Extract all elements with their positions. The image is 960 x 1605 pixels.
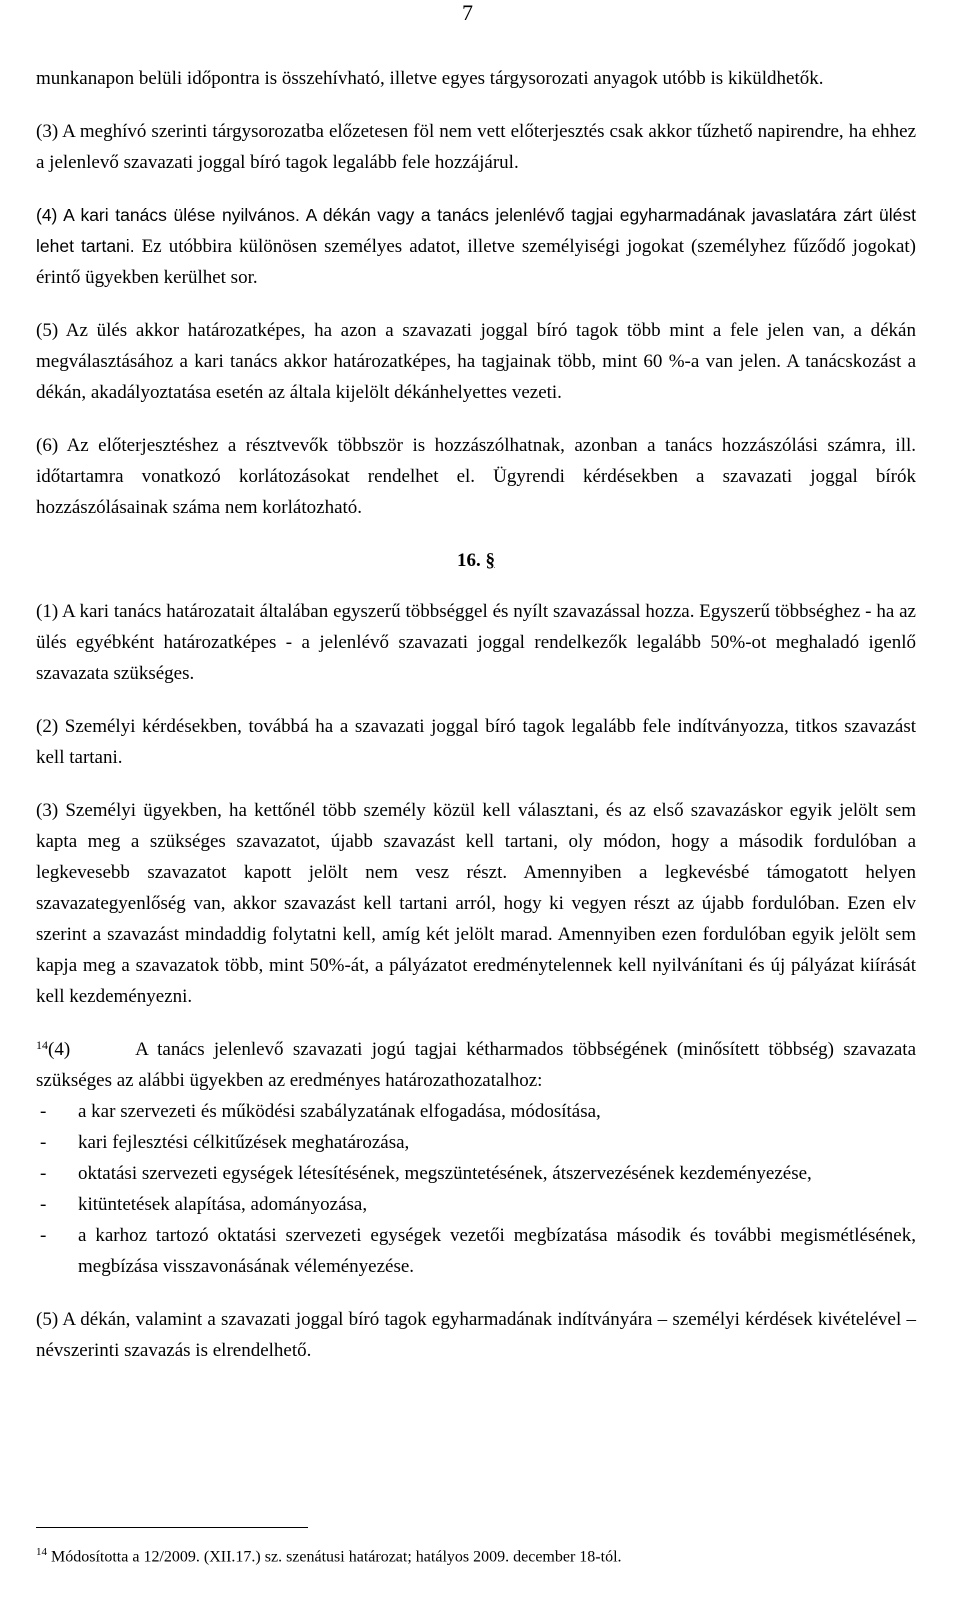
footnote-text: Módosította a 12/2009. (XII.17.) sz. szenátusi határozat; hatályos 2009. december 18-tól.: [47, 1548, 622, 1566]
list-item-text: kari fejlesztési célkitűzések meghatározása,: [78, 1132, 410, 1153]
qualified-majority-list: [36, 1096, 916, 1282]
list-item: [36, 1127, 916, 1158]
paragraph-4-text: A tanács jelenlevő szavazati jogú tagjai kétharmados többségének (minősített többség) szavazata szükséges az alábbi ügyekben az eredményes határozathozatalhoz:: [36, 1039, 917, 1091]
section-number: 16.: [457, 550, 481, 571]
section-paragraph-4: [36, 1034, 916, 1096]
page-number: 7: [462, 0, 473, 25]
list-dash: -: [40, 1194, 47, 1215]
document-body: [36, 63, 916, 1388]
paragraph-4: [36, 200, 916, 293]
section-mark: §: [485, 550, 495, 571]
paragraph-5: (5) Az ülés akkor határozatképes, ha azon a szavazati joggal bíró tagok több mint a fele jelen van, a dékán megválasztásához a kari tanács akkor határozatképes, ha tagjainak több, mint 60 %-a van jelen. A tanácskozást a dékán, akadályoztatása esetén az általa kijelölt dékánhelyettes vezeti.: [36, 320, 916, 403]
footnote-divider: [36, 1527, 308, 1528]
list-dash: -: [40, 1132, 47, 1153]
paragraph-4-sentence-3: Ez utóbbira különösen személyes adatot, illetve személyiségi jogokat (személyhez fűződő jogokat) érintő ügyekben kerülhet sor.: [36, 236, 916, 288]
section-heading: [36, 545, 916, 576]
list-dash: -: [40, 1101, 47, 1122]
section-paragraph-1: (1) A kari tanács határozatait általában egyszerű többséggel és nyílt szavazással hozza. Egyszerű többséghez - ha az ülés egyébként határozatképes - a jelenlévő szavazati joggal rendelkezők legalább 50%-ot meghaladó igenlő szavazata szükséges.: [36, 601, 916, 684]
list-item-text: a kar szervezeti és működési szabályzatának elfogadása, módosítása,: [78, 1101, 601, 1122]
list-item-text: oktatási szervezeti egységek létesítésének, megszüntetésének, átszervezésének kezdeményezése,: [78, 1163, 812, 1184]
list-item: [36, 1220, 916, 1282]
footnote-reference: 14: [36, 1038, 48, 1052]
section-paragraph-5: (5) A dékán, valamint a szavazati joggal bíró tagok egyharmadának indítványára – személyi kérdések kivételével – névszerinti szavazás is elrendelhető.: [36, 1309, 916, 1361]
paragraph-6: (6) Az előterjesztéshez a résztvevők többször is hozzászólhatnak, azonban a tanács hozzászólási számra, ill. időtartamra vonatkozó korlátozásokat rendelhet el. Ügyrendi kérdésekben a szavazati joggal bírók hozzászólásainak száma nem korlátozható.: [36, 435, 916, 518]
footnote-number: 14: [36, 1546, 47, 1558]
paragraph-4-sentence-2: A dékán vagy a tanács jelenlévő tagjai egyharmadának javaslatára zárt ülést lehet tartani.: [36, 205, 916, 256]
section-paragraph-3: (3) Személyi ügyekben, ha kettőnél több személy közül kell választani, és az első szavazáskor egyik jelölt sem kapta meg a szükséges szavazatot, újabb szavazást kell tartani, oly módon, hogy a második fordulóban a legkevesebb szavazatot kapott jelölt nem vesz részt. Amennyiben a legkevésbé támogatott helyen szavazategyenlőség van, akkor szavazást kell tartani arról, hogy ki vegyen részt az újabb fordulóban. Ezen elv szerint a szavazást mindaddig folytatni kell, amíg két jelölt marad. Amennyiben ezen fordulóban egyik jelölt sem kapja meg a szavazatok több, mint 50%-át, a pályázatot eredménytelennek kell nyilvánítani és új pályázat kiírását kell kezdeményezni.: [36, 800, 916, 1007]
list-item-text: kitüntetések alapítása, adományozása,: [78, 1194, 368, 1215]
paragraph-continuation: munkanapon belüli időpontra is összehívható, illetve egyes tárgysorozati anyagok utóbb is kiküldhetők.: [36, 68, 824, 89]
paragraph-4-number: (4): [48, 1039, 71, 1060]
list-dash: -: [40, 1163, 47, 1184]
list-item-text: a karhoz tartozó oktatási szervezeti egységek vezetői megbízatása második és további megismétlésének, megbízása visszavonásának véleményezése.: [78, 1225, 916, 1277]
paragraph-4-sentence-1: (4) A kari tanács ülése nyilvános.: [36, 205, 300, 225]
section-paragraph-2: (2) Személyi kérdésekben, továbbá ha a szavazati joggal bíró tagok legalább fele indítványozza, titkos szavazást kell tartani.: [36, 716, 916, 768]
list-item: [36, 1096, 916, 1127]
list-item: [36, 1158, 916, 1189]
list-item: [36, 1189, 916, 1220]
list-dash: -: [40, 1225, 47, 1246]
footnote: [36, 1541, 916, 1568]
paragraph-3: (3) A meghívó szerinti tárgysorozatba előzetesen föl nem vett előterjesztés csak akkor tűzhető napirendre, ha ehhez a jelenlevő szavazati joggal bíró tagok legalább fele hozzájárul.: [36, 121, 916, 173]
